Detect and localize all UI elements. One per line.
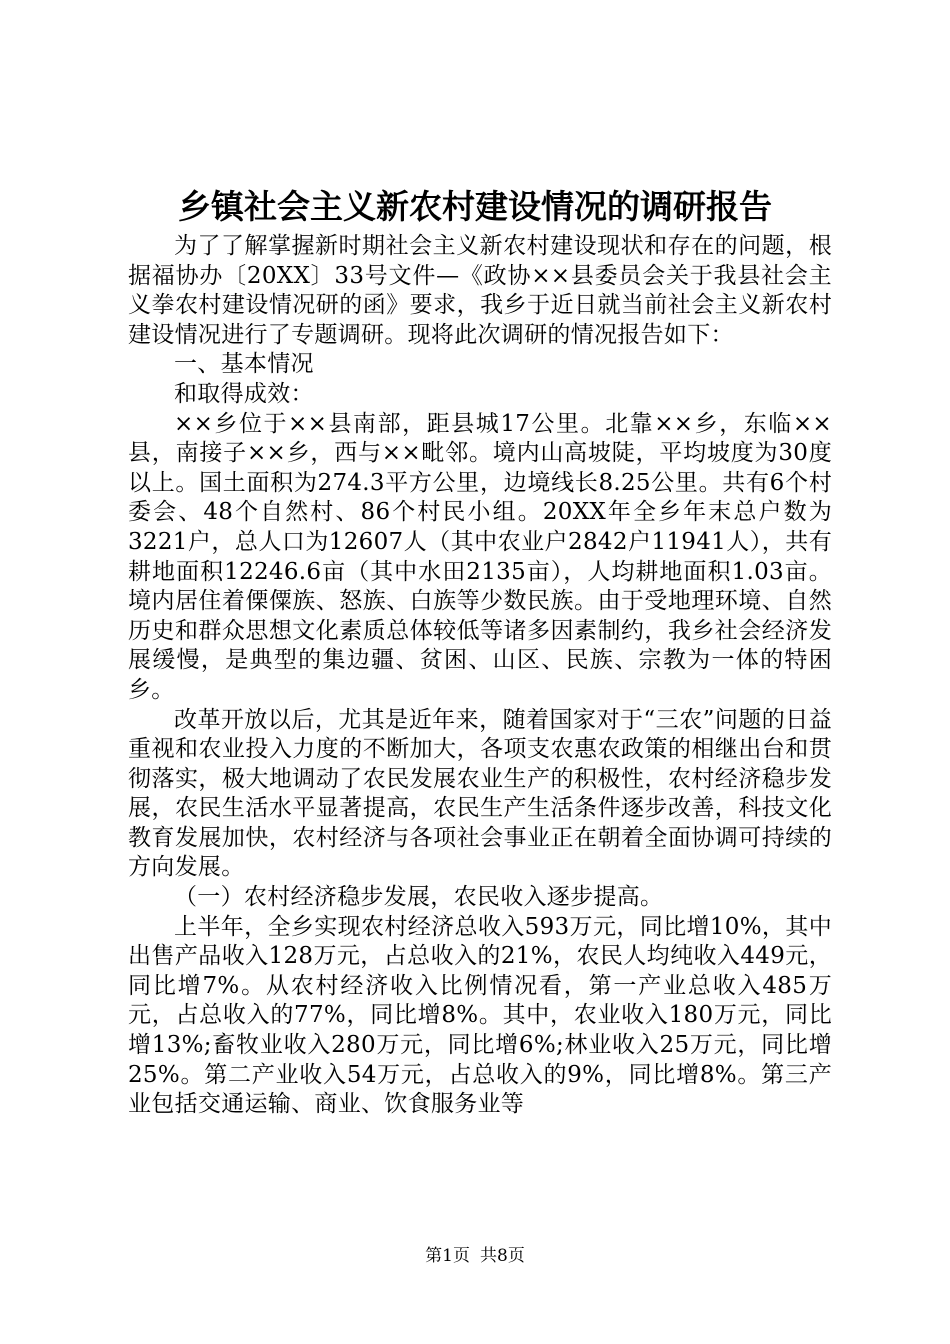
page-footer bbox=[0, 1245, 950, 1267]
page-number: 第1页 bbox=[425, 1246, 470, 1266]
reform-paragraph: 改革开放以后，尤其是近年来，随着国家对于“三农”问题的日益重视和农业投入力度的不断加大，各项支农惠农政策的相继出台和贯彻落实，极大地调动了农民发展农业生产的积极性，农村经济稳步发展，农民生活水平显著提高，农民生产生活条件逐步改善，科技文化教育发展加快，农村经济与各项社会事业正在朝着全面协调可持续的方向发展。 bbox=[128, 706, 832, 881]
intro-paragraph: 为了了解掌握新时期社会主义新农村建设现状和存在的问题，根据福协办〔20XX〕33号文件—《政协××县委员会关于我县社会主义拳农村建设情况研的函》要求，我乡于近日就当前社会主义新农村建设情况进行了专题调研。现将此次调研的情况报告如下： bbox=[128, 233, 832, 348]
subsection-heading-economy: （一）农村经济稳步发展，农民收入逐步提高。 bbox=[174, 884, 664, 911]
document-body bbox=[128, 232, 832, 1120]
document-title: 乡镇社会主义新农村建设情况的调研报告 bbox=[178, 187, 772, 226]
overview-paragraph: ××乡位于××县南部，距县城17公里。北靠××乡，东临××县，南接子××乡，西与××毗邻。境内山高坡陡，平均坡度为30度以上。国土面积为274.3平方公里，边境线长8.25公里。共有6个村委会、48个自然村、86个村民小组。20XX年全乡年末总户数为3221户，总人口为12607人（其中农业户2842户11941人），共有耕地面积12246.6亩（其中水田2135亩），人均耕地面积1.03亩。境内居住着傈僳族、怒族、白族等少数民族。由于受地理环境、自然历史和群众思想文化素质总体较低等诸多因素制约，我乡社会经济发展缓慢，是典型的集边疆、贫困、山区、民族、宗教为一体的特困乡。 bbox=[128, 410, 832, 703]
page-total: 共8页 bbox=[480, 1246, 525, 1266]
section-heading-results: 和取得成效： bbox=[174, 380, 314, 407]
income-paragraph: 上半年，全乡实现农村经济总收入593万元，同比增10%，其中出售产品收入128万元，占总收入的21%，农民人均纯收入449元，同比增7%。从农村经济收入比例情况看，第一产业总收入485万元，占总收入的77%，同比增8%。其中，农业收入180万元，同比增13%;畜牧业收入280万元，同比增6%;林业收入25万元，同比增25%。第二产业收入54万元，占总收入的9%，同比增8%。第三产业包括交通运输、商业、饮食服务业等 bbox=[128, 913, 832, 1118]
section-heading-basic: 一、基本情况 bbox=[174, 351, 314, 378]
